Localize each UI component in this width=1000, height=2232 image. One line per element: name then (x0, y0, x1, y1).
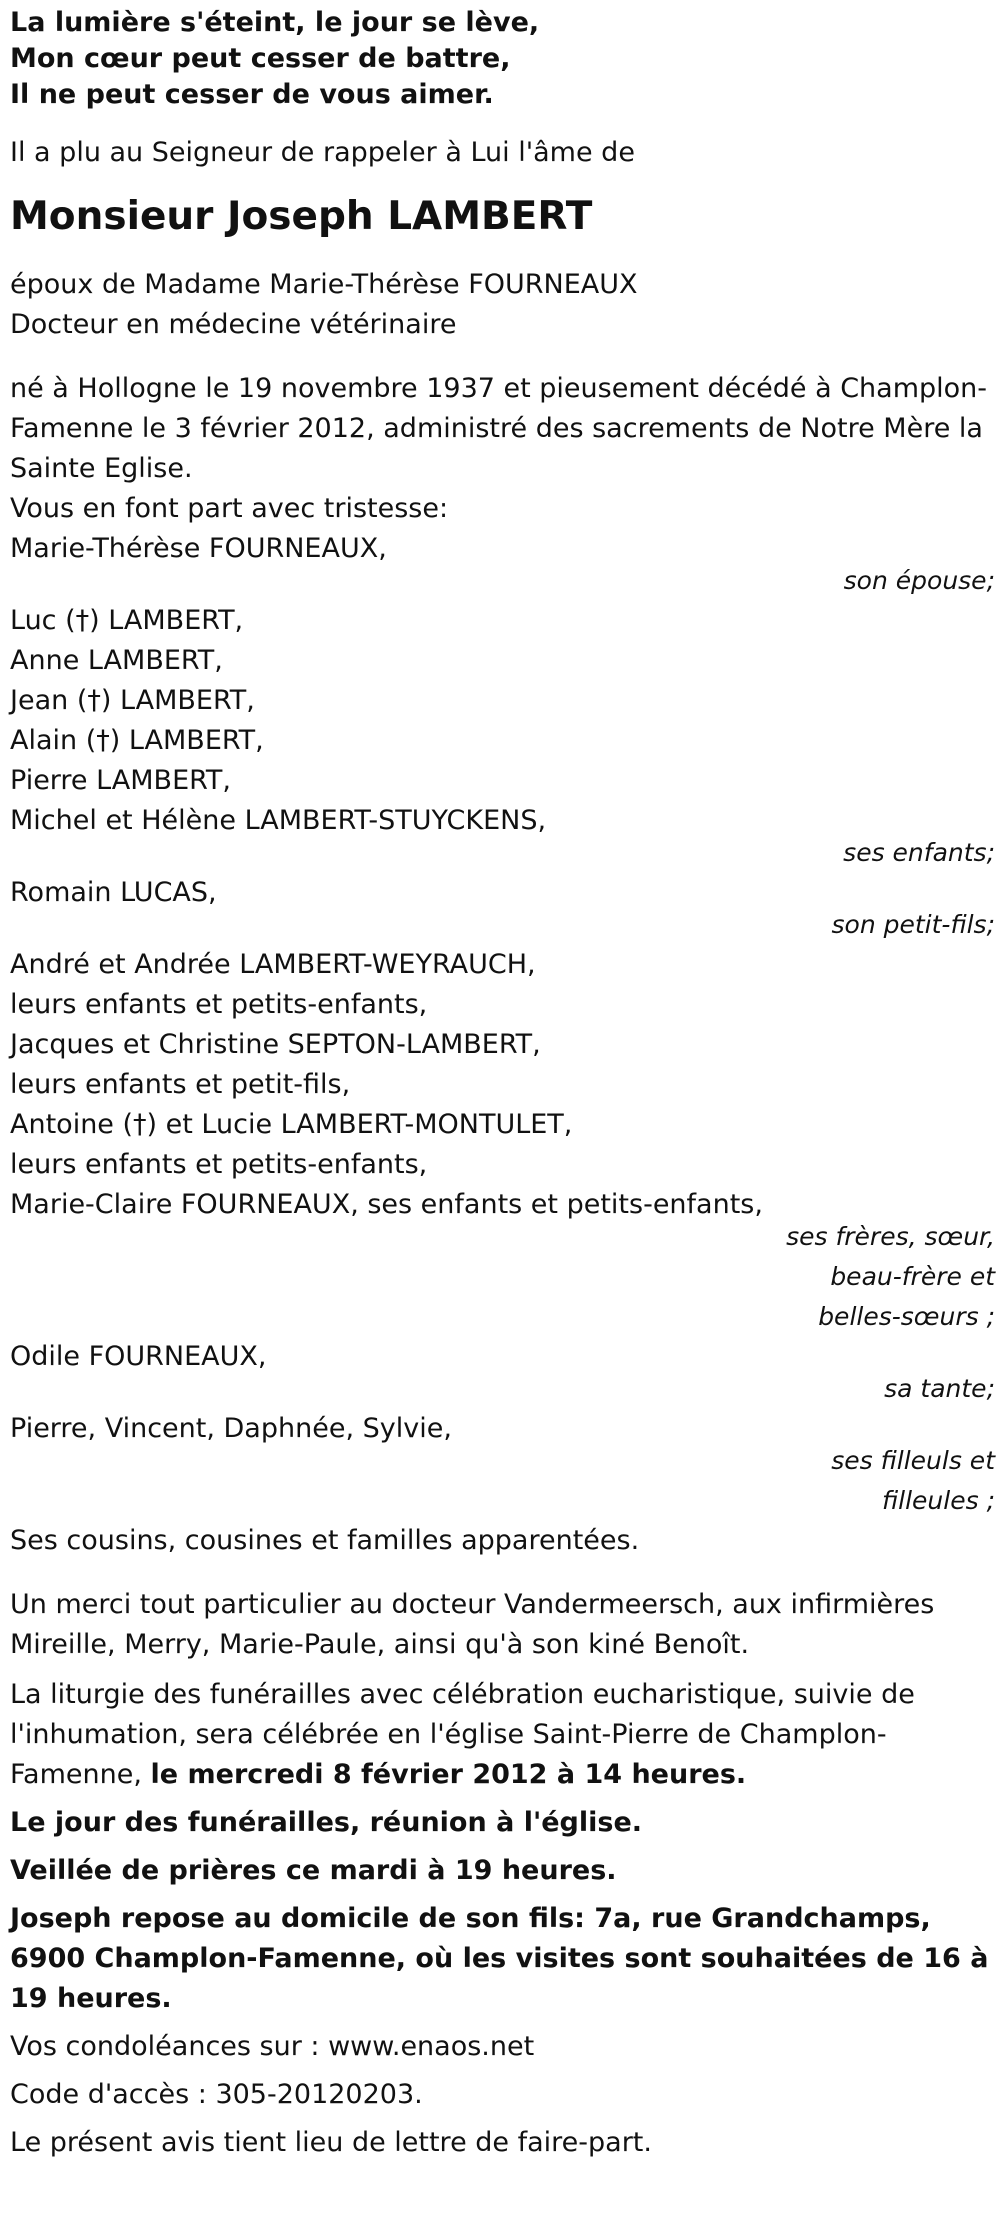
poem (10, 0, 995, 113)
access-code: Code d'accès : 305-20120203. (10, 2079, 423, 2110)
family-name: Jean (†) LAMBERT, (10, 685, 255, 716)
relation-label: son épouse; (843, 566, 995, 595)
family-name: Anne LAMBERT, (10, 645, 223, 676)
closing-line: Le présent avis tient lieu de lettre de faire-part. (10, 2127, 652, 2158)
relation-label: beau-frère et (830, 1262, 995, 1291)
rest-info: Joseph repose au domicile de son fils: 7a, rue Grandchamps, 6900 Champlon-Famenne, où les visites sont souhaitées de 16 à 19 heures. (10, 1903, 989, 2014)
vigil-info: Veillée de prières ce mardi à 19 heures. (10, 1855, 617, 1886)
deceased-name: Monsieur Joseph LAMBERT (10, 194, 593, 239)
family-name: Marie-Thérèse FOURNEAUX, (10, 533, 387, 564)
announcement: Vous en font part avec tristesse: (10, 493, 449, 524)
spouse-line: époux de Madame Marie-Thérèse FOURNEAUX (10, 269, 638, 300)
meeting-info: Le jour des funérailles, réunion à l'église. (10, 1807, 643, 1838)
family-name: Jacques et Christine SEPTON-LAMBERT, (10, 1029, 541, 1060)
relation-label: sa tante; (884, 1374, 995, 1403)
family-group (10, 1337, 995, 1409)
family-name: Romain LUCAS, (10, 877, 217, 908)
family-name: Antoine (†) et Lucie LAMBERT-MONTULET, (10, 1109, 573, 1140)
poem-line: Mon cœur peut cesser de battre, (10, 43, 511, 74)
family-group (10, 1409, 995, 1521)
obituary-content (10, 0, 995, 2163)
relation-label: belles-sœurs ; (818, 1302, 995, 1331)
family-name: Alain (†) LAMBERT, (10, 725, 264, 756)
relation-label: filleules ; (882, 1486, 995, 1515)
intro-text: Il a plu au Seigneur de rappeler à Lui l'âme de (10, 137, 635, 168)
family-name: Pierre LAMBERT, (10, 765, 232, 796)
birth-death-text: né à Hollogne le 19 novembre 1937 et pieusement décédé à Champlon-Famenne le 3 février 2012, administré des sacrements de Notre Mère la Sainte Eglise. (10, 373, 988, 484)
family-group (10, 529, 995, 601)
relation-label: ses enfants; (843, 838, 995, 867)
family-name: Luc (†) LAMBERT, (10, 605, 244, 636)
poem-line: Il ne peut cesser de vous aimer. (10, 79, 494, 110)
family-group (10, 601, 995, 873)
family-name: Michel et Hélène LAMBERT-STUYCKENS, (10, 805, 547, 836)
cousins-line: Ses cousins, cousines et familles apparentées. (10, 1525, 640, 1556)
profession: Docteur en médecine vétérinaire (10, 309, 457, 340)
family-group (10, 945, 995, 1337)
liturgy-date: le mercredi 8 février 2012 à 14 heures. (150, 1759, 747, 1790)
family-name: Pierre, Vincent, Daphnée, Sylvie, (10, 1413, 452, 1444)
condolences-line: Vos condoléances sur : www.enaos.net (10, 2031, 535, 2062)
thanks-text: Un merci tout particulier au docteur Vandermeersch, aux infirmières Mireille, Merry, Marie-Paule, ainsi qu'à son kiné Benoît. (10, 1589, 935, 1660)
liturgy-text: La liturgie des funérailles avec célébration eucharistique, suivie de l'inhumation, sera célébrée en l'église Saint-Pierre de Champlon-Famenne, (10, 1679, 915, 1790)
family-group (10, 873, 995, 945)
liturgy-paragraph (10, 1675, 995, 1795)
family-name: leurs enfants et petit-fils, (10, 1069, 351, 1100)
family-name: leurs enfants et petits-enfants, (10, 1149, 428, 1180)
family-name: André et Andrée LAMBERT-WEYRAUCH, (10, 949, 536, 980)
family-name: Marie-Claire FOURNEAUX, ses enfants et petits-enfants, (10, 1189, 763, 1220)
relation-label: ses frères, sœur, (786, 1222, 995, 1251)
family-name: Odile FOURNEAUX, (10, 1341, 267, 1372)
family-name: leurs enfants et petits-enfants, (10, 989, 428, 1020)
relation-label: ses filleuls et (831, 1446, 995, 1475)
relation-label: son petit-fils; (831, 910, 995, 939)
poem-line: La lumière s'éteint, le jour se lève, (10, 7, 540, 38)
